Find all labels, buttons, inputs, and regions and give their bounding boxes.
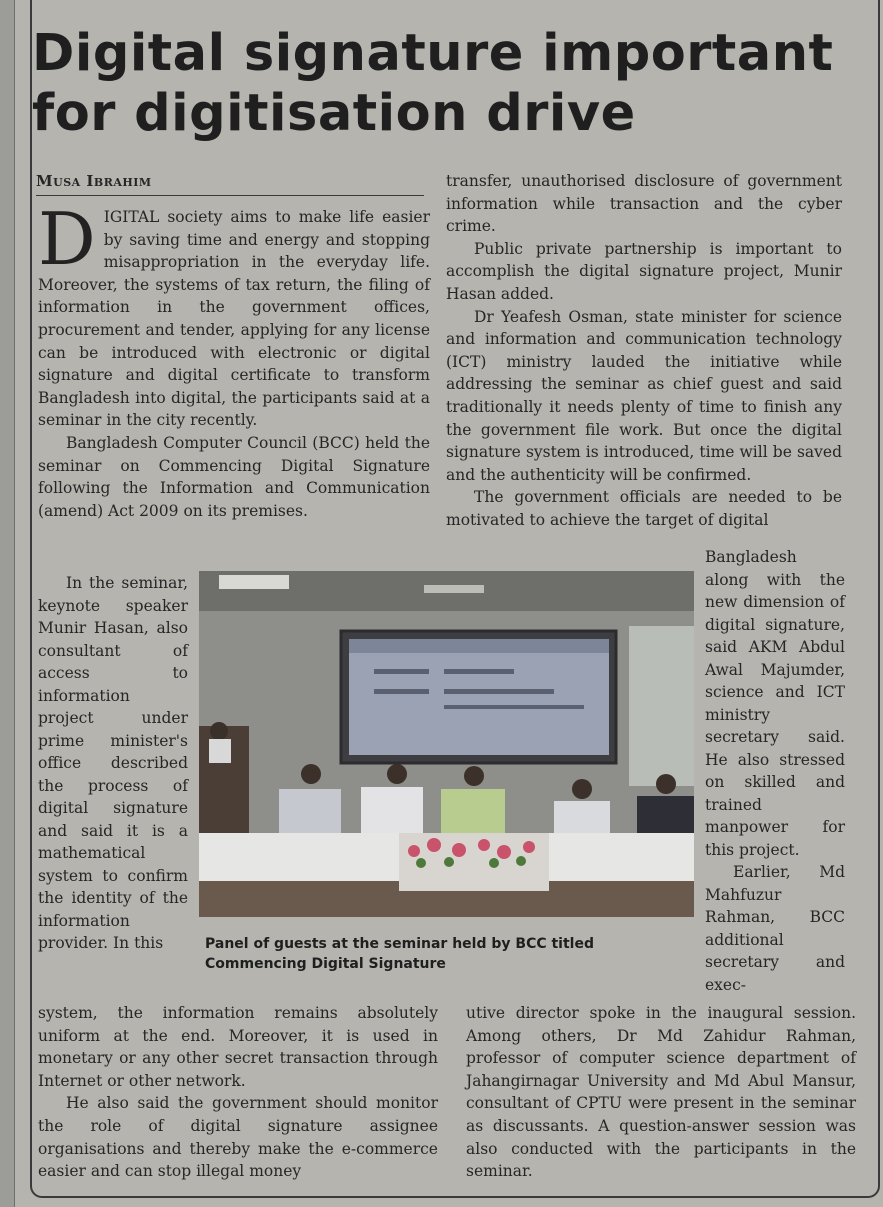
column-left-top <box>38 197 430 522</box>
paragraph-keynote: In the seminar, keynote speaker Munir Hasan, also consultant of access to information project under prime minister's office described the process of digital signature and said it is a mathematical system to confirm the identity of the information provider. In this <box>38 574 188 952</box>
paragraph-cyber-crime: transfer, unauthorised disclosure of government information while transaction and the cyber crime. <box>446 172 842 236</box>
column-left-bottom <box>38 1002 438 1183</box>
paragraph-keynote-cont: system, the information remains absolutely uniform at the end. Moreover, it is used in monetary or any other secret transaction through Internet or other network. <box>38 1004 438 1090</box>
byline: Musa Ibrahim <box>36 172 424 196</box>
paragraph-officials: The government officials are needed to be motivated to achieve the target of digital <box>446 488 842 529</box>
paragraph-bcc-seminar: Bangladesh Computer Council (BCC) held the seminar on Commencing Digital Signature following the Information and Communication (amend) Act 2009 on its premises. <box>38 433 430 520</box>
paragraph-state-minister: Dr Yeafesh Osman, state minister for science and information and communication technology (ICT) ministry lauded the initiative while addressing the seminar as chief guest and said traditionally it needs plenty of time to finish any the government file work. But once the digital signature system is introduced, time will be saved and the authenticity will be confirmed. <box>446 307 842 484</box>
paragraph-intro-text: IGITAL society aims to make life easier by saving time and energy and stopping misappropriation in the everyday life. Moreover, the systems of tax return, the filing of information in the government offices, procurement and tender, applying for any license can be introduced with electronic or digital signature and digital certificate to transform Bangladesh into digital, the participants said at a seminar in the city recently. <box>38 208 430 430</box>
seminar-photo-illustration <box>199 571 694 917</box>
paragraph-ppp: Public private partnership is important to accomplish the digital signature project, Munir Hasan added. <box>446 239 842 303</box>
paragraph-intro <box>38 197 430 432</box>
paragraph-government: He also said the government should monitor the role of digital signature assignee organisations and thereby make the e-commerce easier and can stop illegal money <box>38 1094 438 1181</box>
seminar-photo <box>199 571 694 917</box>
column-right-top <box>446 170 842 532</box>
column-right-wrap <box>705 546 845 996</box>
paragraph-earlier-cont: utive director spoke in the inaugural session. Among others, Dr Md Zahidur Rahman, professor of computer science department of Jahangirnagar University and Md Abul Mansur, consultant of CPTU were present in the seminar as discussants. A question-answer session was also conducted with the participants in the seminar. <box>466 1004 856 1181</box>
paragraph-earlier: Earlier, Md Mahfuzur Rahman, BCC additional secretary and exec- <box>705 863 845 994</box>
headline: Digital signature important for digitisation drive <box>32 24 834 143</box>
photo-caption: Panel of guests at the seminar held by BCC titled Commencing Digital Signature <box>205 936 594 972</box>
drop-cap: D <box>38 197 96 281</box>
column-right-bottom <box>466 1002 856 1183</box>
paragraph-secretary: Bangladesh along with the new dimension of digital signature, said AKM Abdul Awal Majumder, science and ICT ministry secretary said. He also stressed on skilled and trained manpower for this project. <box>705 548 845 859</box>
column-left-wrap <box>38 572 188 955</box>
